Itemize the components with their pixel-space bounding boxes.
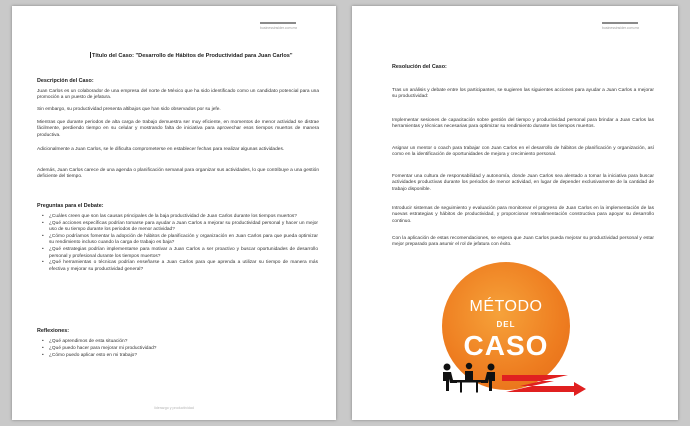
reflection-heading: Reflexiones: xyxy=(37,328,70,334)
case-title[interactable]: Título del Caso: "Desarrollo de Hábitos de Productividad para Juan Carlos" xyxy=(92,53,293,59)
badge-line-2: DEL xyxy=(496,320,516,329)
description-paragraph-2: Sin embargo, su productividad presenta altibajos que han sido observados por su jefe. xyxy=(37,107,221,112)
description-paragraph-4: Adicionalmente a Juan Carlos, se le dificulta comprometerse en establecer fechas para realizar algunas actividades. xyxy=(37,147,285,152)
list-item: • ¿Qué puedo hacer para mejorar mi productividad? xyxy=(42,346,318,352)
list-item: • ¿Qué herramientas o técnicas podrían enseñarse a Juan Carlos para que aprenda a utilizar su tiempo de manera más efectiva y mejorar su productividad general? xyxy=(42,260,318,273)
company-logo: businessinsider.com.mx xyxy=(260,22,296,30)
description-paragraph-3: Mientras que durante periodos de alta carga de trabajo demuestra ser muy eficiente, en momentos de menor actividad se distrae fácilmente, perdiendo tiempo en su celular y mostrando falta de iniciativa para aprovechar esos tiempos muertos de manera productiva. xyxy=(37,120,319,138)
list-item: • ¿Cuáles creen que son las causas principales de la baja productividad de Juan Carlos durante los tiempos muertos? xyxy=(42,214,318,220)
zigzag-arrow-icon xyxy=(502,372,586,396)
people-meeting-icon xyxy=(438,362,500,394)
badge-line-3: CASO xyxy=(463,330,549,361)
document-page-right xyxy=(352,6,678,420)
reflection-question-list xyxy=(42,339,318,360)
description-paragraph-5: Además, Juan Carlos carece de una agenda o planificación semanal para organizar sus actividades, lo que contribuye a una gestión deficiente del tiempo. xyxy=(37,168,319,180)
resolution-conclusion: Con la aplicación de estas recomendaciones, se espera que Juan Carlos pueda mejorar su productividad personal y estar mejor preparado para asumir el rol de jefatura con éxito. xyxy=(392,236,654,248)
badge-line-1: MÉTODO xyxy=(469,298,543,315)
debate-heading: Preguntas para el Debate: xyxy=(37,203,104,209)
description-paragraph-1: Juan Carlos es un colaborador de una empresa del norte de México que ha sido identificado como un candidato potencial para una promoción a un puesto de jefatura. xyxy=(37,89,319,101)
page-footer: liderazgo y productividad xyxy=(154,406,194,410)
resolution-action-2: Asignar un mentor o coach para trabajar con Juan Carlos en el desarrollo de hábitos de planificación y organización, así como en la identificación de oportunidades de mejora y crecimiento personal. xyxy=(392,146,654,158)
list-item: • ¿Qué aprendimos de esta situación? xyxy=(42,339,318,345)
company-logo: businessinsider.com.mx xyxy=(602,22,638,30)
resolution-action-1: Implementar sesiones de capacitación sobre gestión del tiempo y productividad personal para brindar a Juan Carlos las herramientas y técnicas necesarias para optimizar su rendimiento durante los tiempos muertos. xyxy=(392,118,654,130)
resolution-action-4: Introducir sistemas de seguimiento y evaluación para monitorear el progreso de Juan Carlos en la implementación de las nuevas estrategias y hábitos de productividad, y proporcionar retroalimentación constructiva para apoyar su desarrollo continuo. xyxy=(392,206,654,224)
resolution-action-3: Fomentar una cultura de responsabilidad y autonomía, donde Juan Carlos sea alentado a tomar la iniciativa para buscar actividades productivas durante los periodos de menor actividad, en lugar de depender exclusivamente de la cantidad de trabajo disponible. xyxy=(392,174,654,192)
debate-question-list xyxy=(42,214,318,274)
text-cursor xyxy=(90,52,91,58)
list-item: • ¿Qué acciones específicas podrían tomarse para ayudar a Juan Carlos a mejorar su productividad personal y hacer un mejor uso de su tiempo durante los periodos de menor actividad? xyxy=(42,221,318,234)
list-item: • ¿Cómo puedo aplicar esto en mi trabajo? xyxy=(42,353,318,359)
resolution-intro: Tras un análisis y debate entre los participantes, se sugieren las siguientes acciones para ayudar a Juan Carlos a mejorar su productividad: xyxy=(392,88,654,100)
list-item: • ¿Qué estrategias podrían implementarse para motivar a Juan Carlos a ser proactivo y buscar oportunidades de desarrollo personal y profesional durante los tiempos muertos? xyxy=(42,247,318,260)
document-page-left xyxy=(12,6,336,420)
resolution-heading: Resolución del Caso: xyxy=(392,64,447,70)
list-item: • ¿Cómo podríamos fomentar la adopción de hábitos de planificación y organización en Juan Carlos para que pueda optimizar su rendimiento incluso cuando la carga de trabajo es baja? xyxy=(42,234,318,247)
description-heading: Descripción del Caso: xyxy=(37,78,94,84)
